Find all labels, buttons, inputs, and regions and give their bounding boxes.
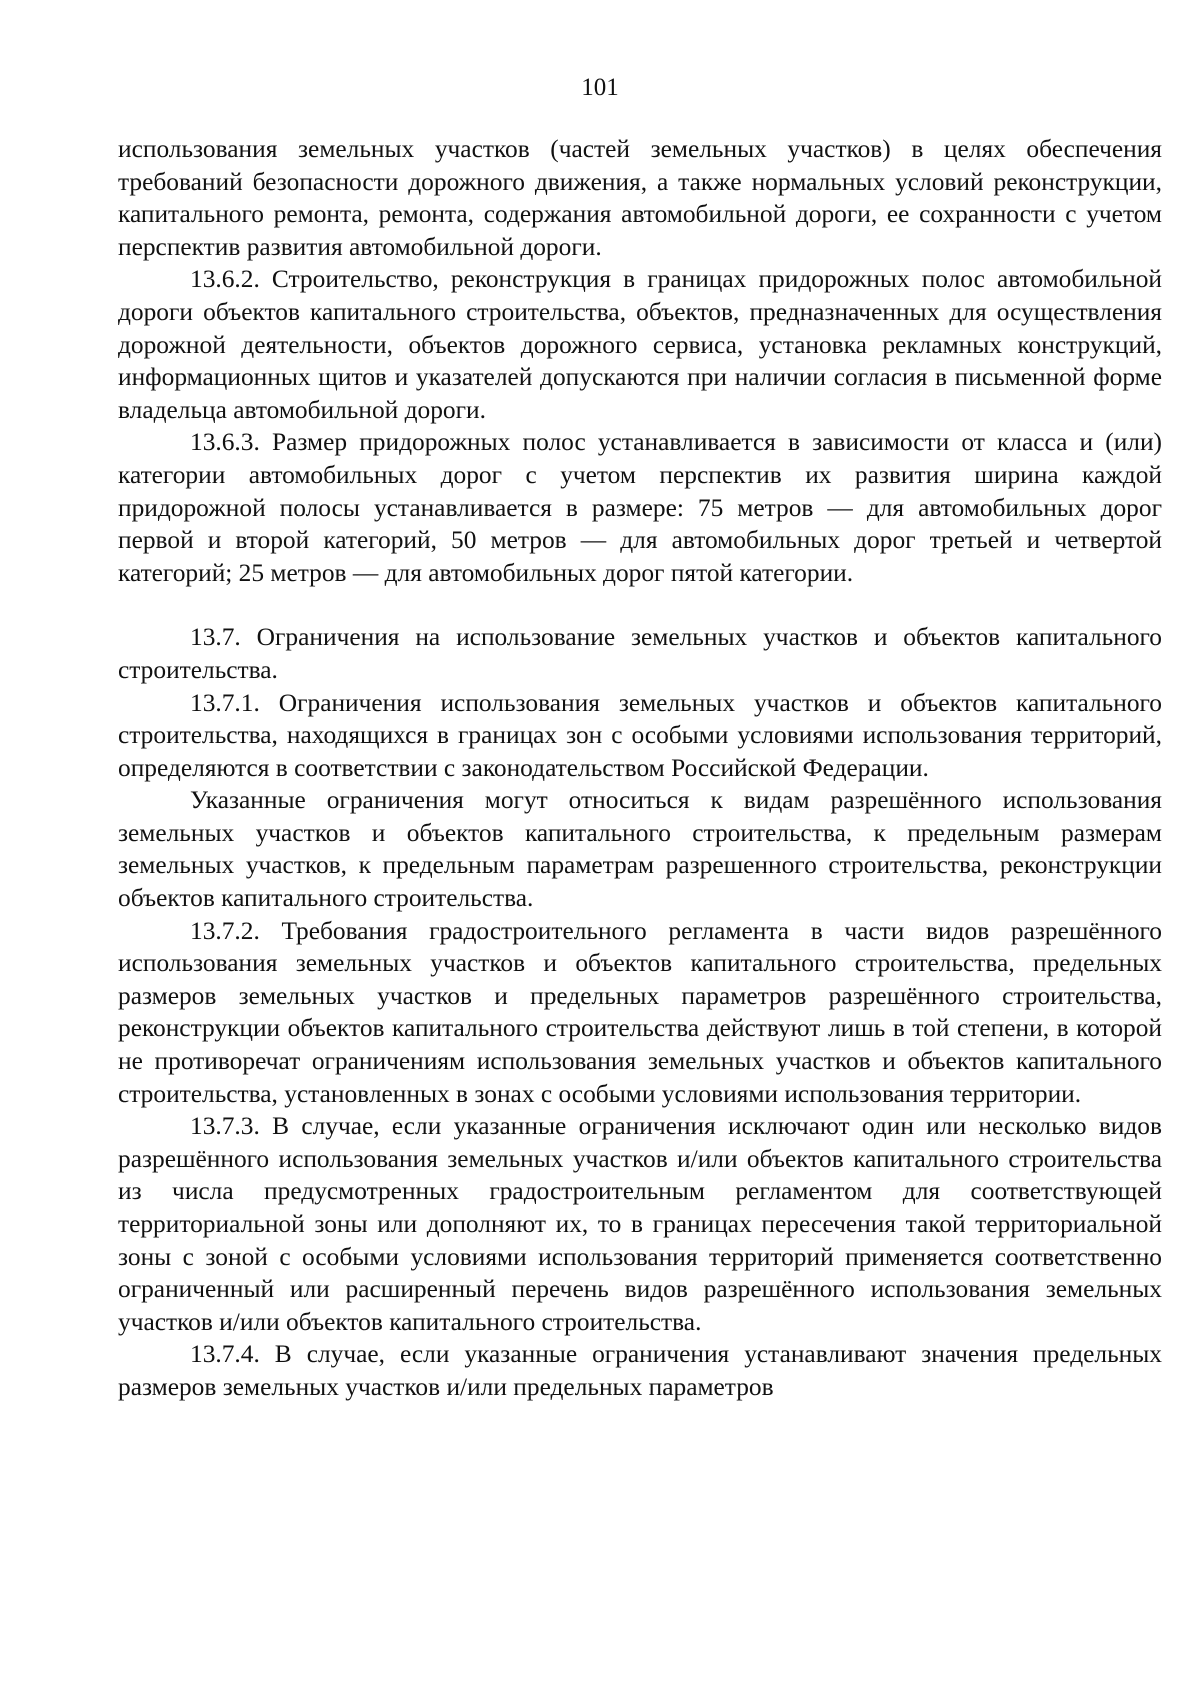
paragraph-13-7-1: 13.7.1. Ограничения использования земельных участков и объектов капитального строительства, находящихся в границах зон с особыми условиями использования территорий, определяются в соответствии с законодательством Российской Федерации. <box>118 688 1162 782</box>
section-heading-13-7: 13.7. Ограничения на использование земельных участков и объектов капитального строительства. <box>118 623 1162 684</box>
paragraph-continuation: использования земельных участков (частей земельных участков) в целях обеспечения требований безопасности дорожного движения, а также нормальных условий реконструкции, капитального ремонта, ремонта, содержания автомобильной дороги, ее сохранности с учетом перспектив развития автомобильной дороги. <box>118 135 1162 261</box>
paragraph-restrictions-note: Указанные ограничения могут относиться к видам разрешённого использования земельных участков и объектов капитального строительства, к предельным размерам земельных участков, к предельным параметрам разрешенного строительства, реконструкции объектов капитального строительства. <box>118 786 1162 913</box>
paragraph-13-6-2: 13.6.2. Строительство, реконструкция в границах придорожных полос автомобильной дороги объектов капитального строительства, объектов, предназначенных для осуществления дорожной деятельности, объектов дорожного сервиса, установка рекламных конструкций, информационных щитов и указателей допускаются при наличии согласия в письменной форме владельца автомобильной дороги. <box>118 265 1162 424</box>
paragraph-13-7-3: 13.7.3. В случае, если указанные ограничения исключают один или несколько видов разрешённого использования земельных участков и/или объектов капитального строительства из числа предусмотренных градостроительным регламентом для соответствующей территориальной зоны или дополняют их, то в границах пересечения такой территориальной зоны с зоной с особыми условиями использования территорий применяется соответственно ограниченный или расширенный перечень видов разрешённого использования земельных участков и/или объектов капитального строительства. <box>118 1112 1162 1336</box>
section-gap <box>118 589 1162 621</box>
paragraph-13-7-2: 13.7.2. Требования градостроительного регламента в части видов разрешённого использования земельных участков и объектов капитального строительства, предельных размеров земельных участков и предельных параметров разрешённого строительства, реконструкции объектов капитального строительства действуют лишь в той степени, в которой не противоречат ограничениям использования земельных участков и объектов капитального строительства, установленных в зонах с особыми условиями использования территории. <box>118 916 1162 1108</box>
paragraph-13-6-3: 13.6.3. Размер придорожных полос устанавливается в зависимости от класса и (или) категории автомобильных дорог с учетом перспектив их развития ширина каждой придорожной полосы устанавливается в размере: 75 метров — для автомобильных дорог первой и второй категорий, 50 метров — для автомобильных дорог третьей и четвертой категорий; 25 метров — для автомобильных дорог пятой категории. <box>118 428 1162 587</box>
page-number: 101 <box>581 74 619 101</box>
paragraph-13-7-4: 13.7.4. В случае, если указанные ограничения устанавливают значения предельных размеров земельных участков и/или предельных параметров <box>118 1340 1162 1401</box>
document-body <box>118 133 1162 1404</box>
